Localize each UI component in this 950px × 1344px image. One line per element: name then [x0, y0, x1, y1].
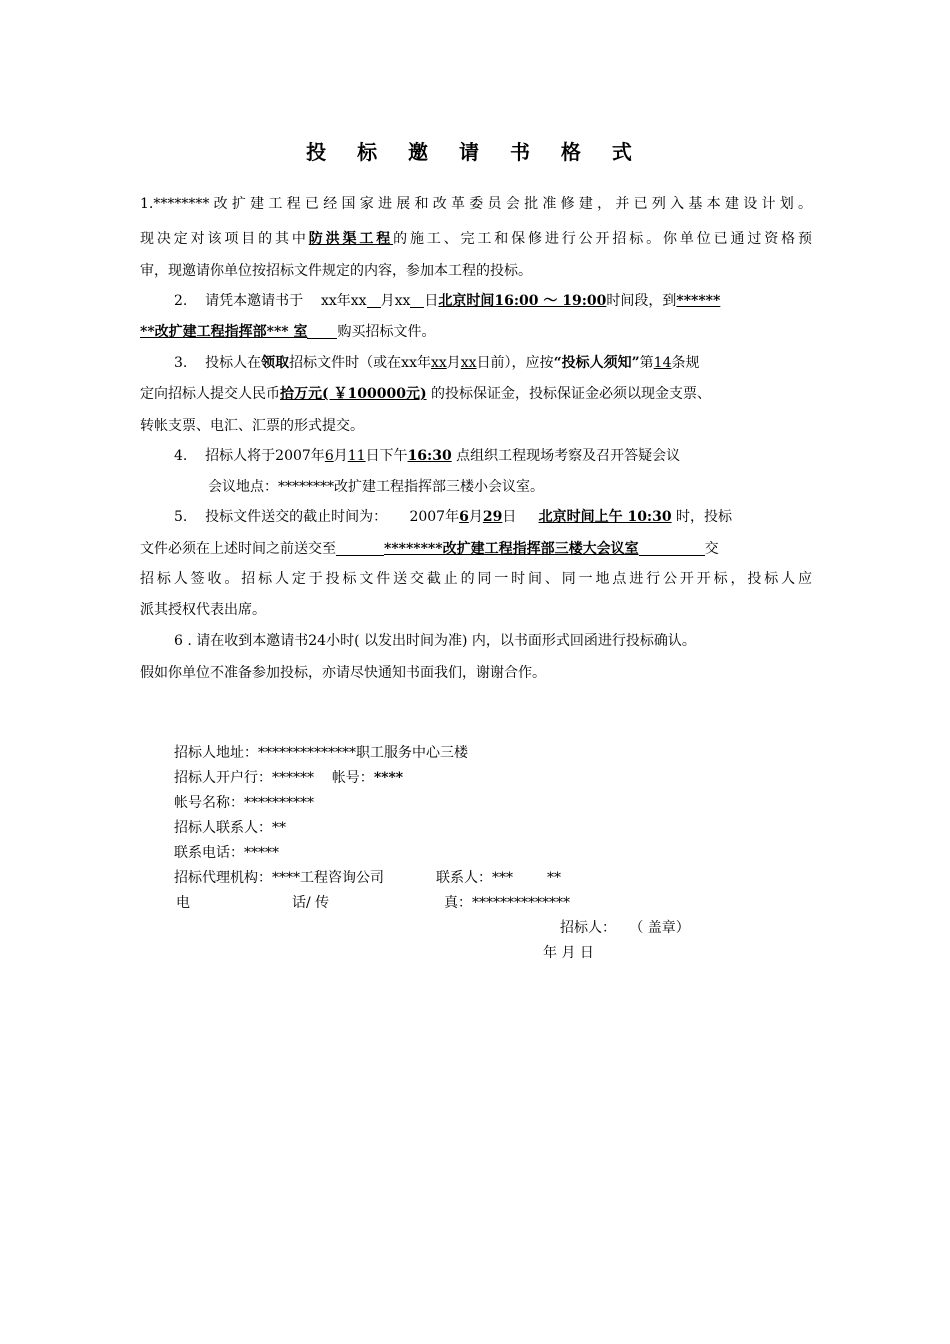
agency-line	[174, 866, 561, 890]
para4-text: 日下午	[365, 448, 408, 464]
tenderer-bank	[174, 766, 403, 790]
contact-phone: 联系电话：*****	[174, 845, 279, 861]
para5-line2	[140, 535, 812, 563]
tenderer-label: 招标人：	[560, 920, 616, 936]
para2-text: 购买招标文件。	[337, 324, 436, 340]
para1-line2	[140, 225, 812, 253]
para1-text: 的施工、完工和保修进行公开招标。你单位已通过资格预	[393, 231, 812, 247]
purchase-time: 北京时间16:00 ～ 19:00	[438, 293, 607, 309]
collect-word: 领取	[261, 355, 290, 371]
para1-line1: 1.********改扩建工程已经国家进展和改革委员会批准修建，并已列入基本建设计划。	[140, 196, 812, 212]
para5-text: 交	[704, 541, 719, 557]
para2-text: 时间段，到	[606, 293, 677, 309]
para2-line1	[140, 287, 812, 315]
para5-text: 投标文件送交的截止时间为：	[205, 509, 388, 525]
para4-text: 点组织工程现场考察及召开答疑会议	[456, 448, 681, 464]
tenderer-signature	[560, 916, 690, 940]
para3-text: 定向招标人提交人民币	[140, 386, 280, 402]
bidder-notice: “投标人须知”	[553, 355, 640, 371]
account-label: 帐号：	[331, 770, 374, 786]
para3-text: 招标文件时（或在xx年	[289, 355, 431, 371]
meeting-location: 会议地点：********改扩建工程指挥部三楼小会议室。	[208, 479, 544, 495]
tenderer-contact: 招标人联系人：**	[174, 820, 286, 836]
para5-text: 文件必须在上述时间之前送交至	[140, 541, 336, 557]
para6-line1: 6 . 请在收到本邀请书24小时( 以发出时间为准) 内，以书面形式回函进行投标确认。	[174, 633, 696, 649]
day-value: 11	[347, 448, 366, 464]
month-value: xx	[430, 355, 447, 371]
deadline-year: 2007年	[409, 509, 460, 525]
item-number: 3.	[174, 355, 188, 371]
blank-line	[307, 322, 337, 339]
para3-text: 条规	[671, 355, 700, 371]
project-name: 防洪渠工程	[308, 231, 394, 247]
year-value: xx	[320, 293, 337, 309]
para1-line3: 审，现邀请你单位按招标文件规定的内容，参加本工程的投标。	[140, 263, 532, 279]
bank-label: 招标人开户行：******	[174, 770, 314, 786]
para6-line2: 假如你单位不准备参加投标，亦请尽快通知书面我们，谢谢合作。	[140, 665, 546, 681]
account-name: 帐号名称：**********	[174, 795, 314, 811]
tenderer-address: 招标人地址：**************职工服务中心三楼	[174, 745, 468, 761]
signature-date: 年 月 日	[543, 945, 594, 961]
day-unit: 日	[424, 293, 439, 309]
tel-fax-label: 话/ 传	[292, 895, 330, 911]
clause-number: 14	[653, 355, 672, 371]
deadline-time: 北京时间上午 10:30	[538, 509, 672, 525]
item-number: 5.	[174, 509, 188, 525]
para5-line1	[140, 503, 812, 531]
day-value: xx	[460, 355, 477, 371]
para4-text: 招标人将于2007年	[205, 448, 325, 464]
item-number: 4.	[174, 448, 188, 464]
month-unit: 月	[380, 293, 395, 309]
seal-label: （ 盖章）	[629, 920, 690, 936]
day-value: 29	[482, 509, 503, 525]
submission-place: ********改扩建工程指挥部三楼大会议室	[384, 541, 639, 557]
para5-text: 时，投标	[676, 509, 733, 525]
agency-contact: 联系人：***	[436, 870, 513, 886]
para2-line2	[140, 318, 812, 346]
blank-line	[336, 539, 384, 556]
para3-text: 日前），应按	[476, 355, 554, 371]
para2-text: 请凭本邀请书于	[205, 293, 304, 309]
purchase-place-part2: **改扩建工程指挥部*** 室	[140, 324, 308, 340]
month-value: xx	[350, 293, 367, 309]
account-value: ****	[373, 770, 404, 786]
month-unit: 月	[446, 355, 461, 371]
para3-text: 第	[639, 355, 654, 371]
month-unit: 月	[333, 448, 348, 464]
agency-contact-extra: **	[547, 870, 561, 886]
para3-text: 投标人在	[205, 355, 262, 371]
year-unit: 年	[336, 293, 351, 309]
tel-label: 电	[176, 895, 190, 911]
day-unit: 日	[502, 509, 517, 525]
para3-text: 的投标保证金，投标保证金必须以现金支票、	[431, 386, 712, 402]
month-value: 6	[459, 509, 469, 525]
document-title: 投 标 邀 请 书 格 式	[306, 140, 644, 164]
blank-line	[639, 539, 705, 556]
agency-name: 招标代理机构：****工程咨询公司	[174, 870, 384, 886]
tel-fax-line	[174, 891, 594, 915]
para5-line3: 招标人签收。招标人定于投标文件送交截止的同一时间、同一地点进行公开开标，投标人应	[140, 571, 812, 587]
blank-line	[367, 291, 381, 308]
blank-line	[410, 291, 424, 308]
para3-line1	[140, 349, 812, 377]
item-number: 2.	[174, 293, 188, 309]
site-visit-time: 16:30	[407, 448, 452, 464]
para5-line4: 派其授权代表出席。	[140, 602, 266, 618]
fax-value: 真：**************	[444, 895, 570, 911]
purchase-place-part1: ******	[676, 293, 721, 309]
para3-line2	[140, 380, 812, 408]
month-unit: 月	[468, 509, 483, 525]
para1-text: 现决定对该项目的其中	[140, 231, 309, 247]
para4-line1	[140, 442, 812, 470]
bid-bond-amount: 拾万元( ￥100000元)	[280, 386, 427, 402]
para3-line3: 转帐支票、电汇、汇票的形式提交。	[140, 418, 364, 434]
day-value: xx	[394, 293, 411, 309]
month-value: 6	[324, 448, 334, 464]
